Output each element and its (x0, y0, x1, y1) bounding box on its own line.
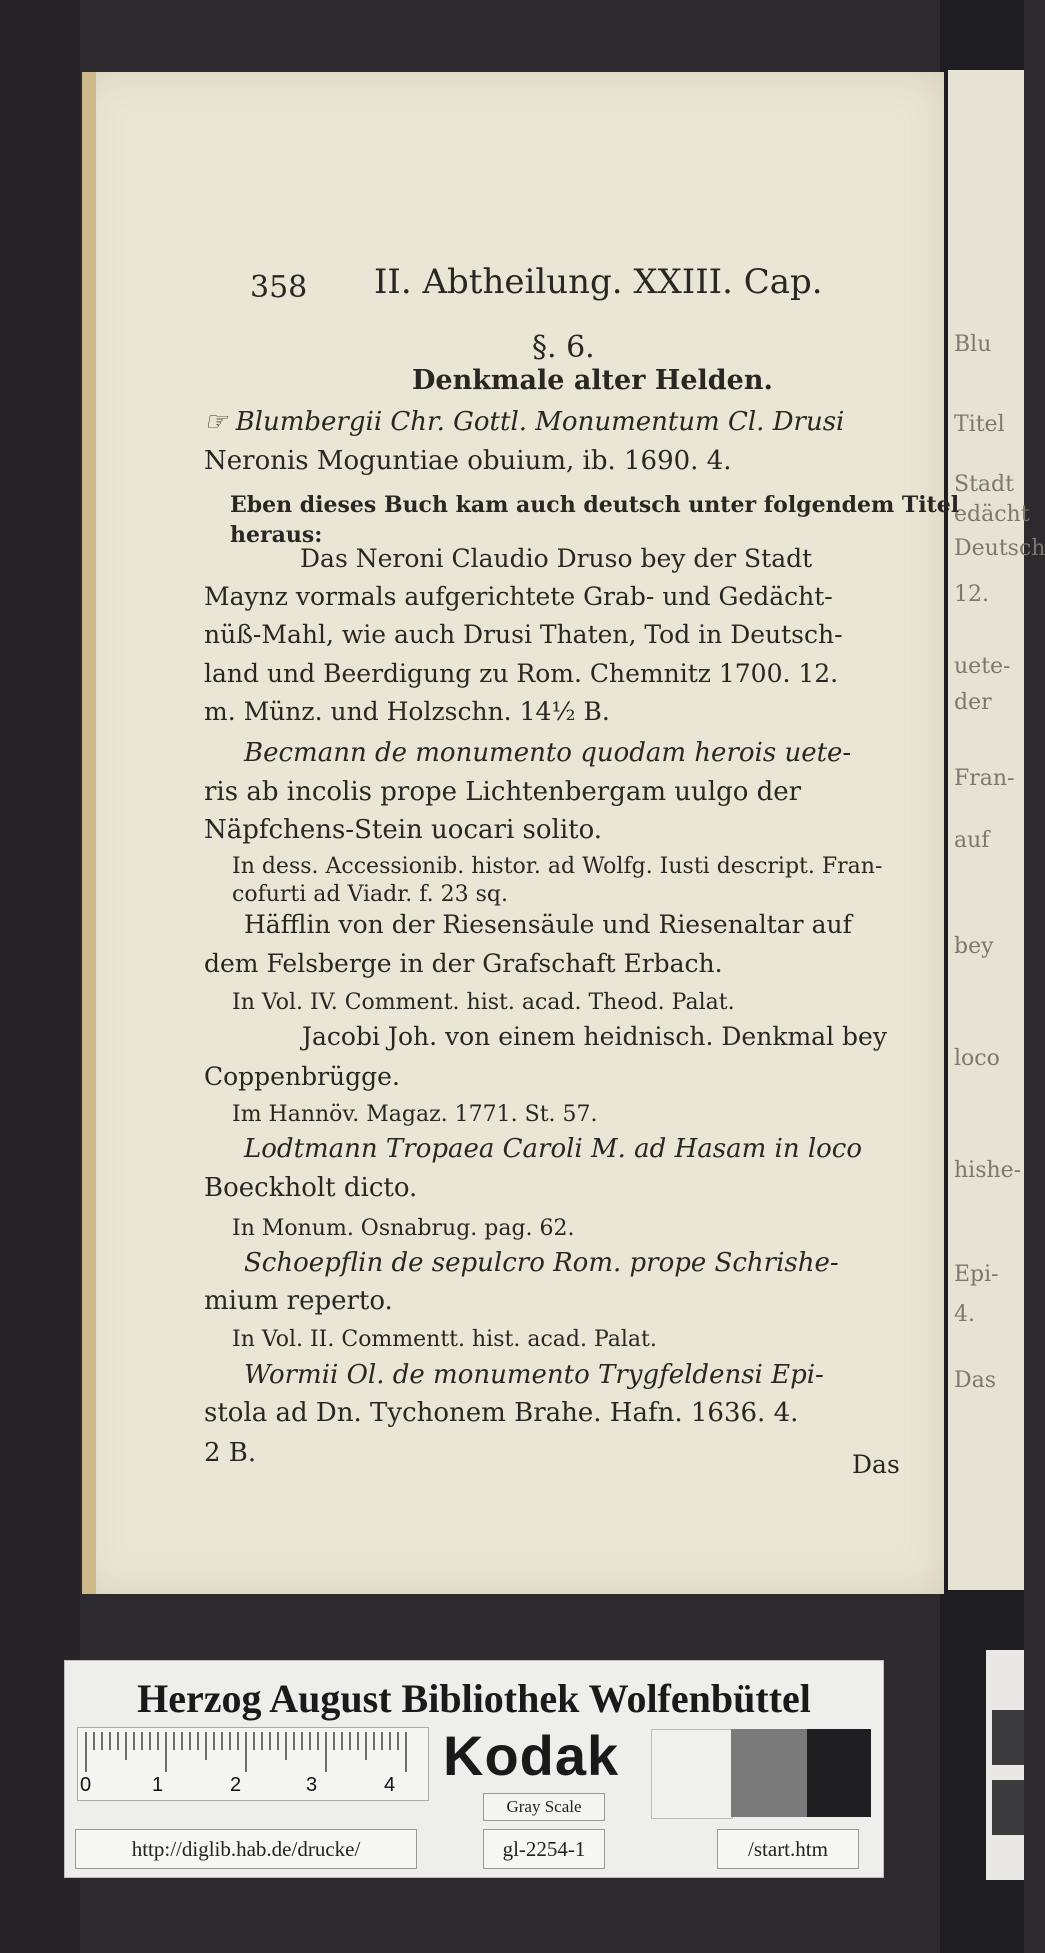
text-line: mium reperto. (204, 1286, 393, 1316)
ruler-number: 4 (384, 1774, 396, 1796)
gray-swatch-black (807, 1729, 871, 1817)
facing-card-swatch (992, 1780, 1024, 1835)
text-line: cofurti ad Viadr. f. 23 sq. (232, 882, 508, 907)
section-heading: Denkmale alter Helden. (412, 365, 773, 396)
ruler-number: 1 (152, 1774, 164, 1796)
facing-fragment: der (954, 690, 992, 715)
text-line: Häfflin von der Riesensäule und Riesenaltar auf (244, 910, 852, 939)
scale-ruler (77, 1727, 429, 1801)
running-head: II. Abtheilung. XXIII. Cap. (374, 262, 823, 302)
text-line: m. Münz. und Holzschn. 14½ B. (204, 697, 610, 726)
ruler-ticks (78, 1728, 428, 1774)
facing-fragment: uete- (954, 654, 1011, 679)
library-name: Herzog August Bibliothek Wolfenbüttel (137, 1676, 811, 1721)
facing-fragment: hishe- (954, 1158, 1022, 1183)
facing-fragment: Fran- (954, 766, 1015, 791)
library-color-card (64, 1660, 884, 1878)
ruler-number: 2 (230, 1774, 242, 1796)
facing-card-edge (986, 1650, 1024, 1880)
facing-fragment: bey (954, 934, 994, 959)
text-line: Maynz vormals aufgerichtete Grab- und Gedächt- (204, 582, 833, 611)
facing-fragment: loco (954, 1046, 1000, 1071)
text-line: Schoepflin de sepulcro Rom. prope Schrishe- (244, 1248, 839, 1278)
facing-fragment: Blu (954, 332, 992, 357)
page-number: 358 (250, 270, 308, 305)
gray-swatch-white (651, 1729, 733, 1819)
text-line: Neronis Moguntiae obuium, ib. 1690. 4. (204, 446, 732, 476)
text-line: Becmann de monumento quodam herois uete- (244, 738, 852, 768)
url-left: http://diglib.hab.de/drucke/ (75, 1829, 417, 1869)
text-line: In dess. Accessionib. histor. ad Wolfg. Iusti descript. Fran- (232, 854, 883, 879)
gray-scale-label: Gray Scale (483, 1793, 605, 1821)
text-line: Coppenbrügge. (204, 1062, 400, 1091)
facing-fragment: edächt (954, 502, 1030, 527)
facing-page-edge (948, 70, 1045, 1590)
text-line: ris ab incolis prope Lichtenbergam uulgo der (204, 777, 802, 807)
ruler-number: 3 (306, 1774, 318, 1796)
facing-fragment: auf (954, 828, 990, 853)
text-line: ☞ Blumbergii Chr. Gottl. Monumentum Cl. Drusi (204, 407, 845, 437)
text-line: heraus: (230, 522, 323, 548)
kodak-logo: Kodak (443, 1724, 620, 1787)
gray-swatch-mid (731, 1729, 807, 1817)
text-line: land und Beerdigung zu Rom. Chemnitz 1700. 12. (204, 659, 839, 688)
ruler-number: 0 (80, 1774, 92, 1796)
catchword: Das (852, 1450, 900, 1479)
text-line: Eben dieses Buch kam auch deutsch unter folgendem Titel (230, 492, 960, 518)
text-line: Das Neroni Claudio Druso bey der Stadt (300, 544, 813, 573)
facing-card-swatch (992, 1710, 1024, 1765)
facing-fragment: Stadt (954, 472, 1014, 497)
text-line: Lodtmann Tropaea Caroli M. ad Hasam in loco (244, 1134, 863, 1164)
url-shelfmark: gl-2254-1 (483, 1829, 605, 1869)
text-line: In Vol. II. Commentt. hist. acad. Palat. (232, 1327, 657, 1352)
text-line: Im Hannöv. Magaz. 1771. St. 57. (232, 1102, 598, 1127)
url-right: /start.htm (717, 1829, 859, 1869)
text-line: Jacobi Joh. von einem heidnisch. Denkmal bey (302, 1022, 887, 1051)
facing-fragment: Deutsch (954, 536, 1045, 561)
text-line: stola ad Dn. Tychonem Brahe. Hafn. 1636. 4. (204, 1398, 799, 1428)
text-line: 2 B. (204, 1438, 257, 1468)
text-line: In Vol. IV. Comment. hist. acad. Theod. Palat. (232, 990, 735, 1015)
book-page (82, 72, 960, 1594)
page-text (82, 72, 960, 1594)
section-number: §. 6. (532, 330, 595, 365)
facing-fragment: 12. (954, 582, 989, 607)
text-line: nüß-Mahl, wie auch Drusi Thaten, Tod in Deutsch- (204, 620, 843, 649)
text-line: In Monum. Osnabrug. pag. 62. (232, 1216, 575, 1241)
text-line: Wormii Ol. de monumento Trygfeldensi Epi- (244, 1360, 824, 1390)
facing-fragment: Titel (954, 412, 1005, 437)
text-line: Boeckholt dicto. (204, 1173, 418, 1203)
facing-fragment: Epi- (954, 1262, 999, 1287)
facing-fragment: 4. (954, 1302, 975, 1327)
text-line: Näpfchens-Stein uocari solito. (204, 815, 603, 845)
text-line: dem Felsberge in der Grafschaft Erbach. (204, 949, 723, 978)
page-spine-edge (82, 72, 96, 1594)
facing-fragment: Das (954, 1368, 997, 1393)
